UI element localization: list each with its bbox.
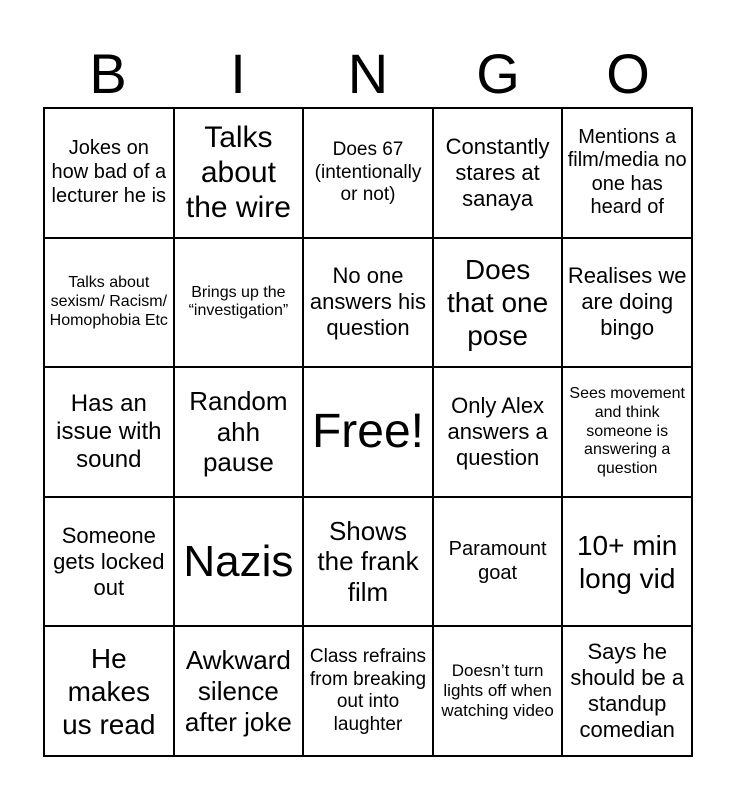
header-letter-g: G: [476, 42, 520, 105]
bingo-cell[interactable]: 10+ min long vid: [562, 497, 692, 627]
bingo-cell[interactable]: Someone gets locked out: [44, 497, 174, 627]
bingo-cell[interactable]: Mentions a film/media no one has heard of: [562, 108, 692, 238]
bingo-cell[interactable]: Talks about the wire: [174, 108, 304, 238]
header-letter-b: B: [89, 42, 127, 105]
bingo-board: [43, 107, 693, 757]
bingo-cell-free[interactable]: Free!: [303, 367, 433, 497]
header-letter-o: O: [606, 42, 650, 105]
bingo-cell[interactable]: Shows the frank film: [303, 497, 433, 627]
bingo-cell[interactable]: No one answers his question: [303, 238, 433, 368]
bingo-cell[interactable]: Talks about sexism/ Racism/ Homophobia Etc: [44, 238, 174, 368]
bingo-cell[interactable]: Brings up the “investigation”: [174, 238, 304, 368]
bingo-cell[interactable]: Only Alex answers a question: [433, 367, 563, 497]
bingo-cell[interactable]: Paramount goat: [433, 497, 563, 627]
bingo-cell[interactable]: Random ahh pause: [174, 367, 304, 497]
bingo-header: [43, 38, 693, 110]
bingo-cell[interactable]: Constantly stares at sanaya: [433, 108, 563, 238]
bingo-cell[interactable]: Class refrains from breaking out into laughter: [303, 626, 433, 756]
bingo-cell[interactable]: Does 67 (intentionally or not): [303, 108, 433, 238]
bingo-cell[interactable]: Nazis: [174, 497, 304, 627]
header-letter-i: I: [230, 42, 246, 105]
bingo-cell[interactable]: Awkward silence after joke: [174, 626, 304, 756]
bingo-cell[interactable]: Does that one pose: [433, 238, 563, 368]
header-letter-n: N: [347, 42, 389, 105]
bingo-cell[interactable]: Realises we are doing bingo: [562, 238, 692, 368]
bingo-cell[interactable]: Doesn’t turn lights off when watching video: [433, 626, 563, 756]
bingo-cell[interactable]: Sees movement and think someone is answering a question: [562, 367, 692, 497]
bingo-cell[interactable]: Says he should be a standup comedian: [562, 626, 692, 756]
bingo-cell[interactable]: He makes us read: [44, 626, 174, 756]
bingo-cell[interactable]: Has an issue with sound: [44, 367, 174, 497]
bingo-cell[interactable]: Jokes on how bad of a lecturer he is: [44, 108, 174, 238]
